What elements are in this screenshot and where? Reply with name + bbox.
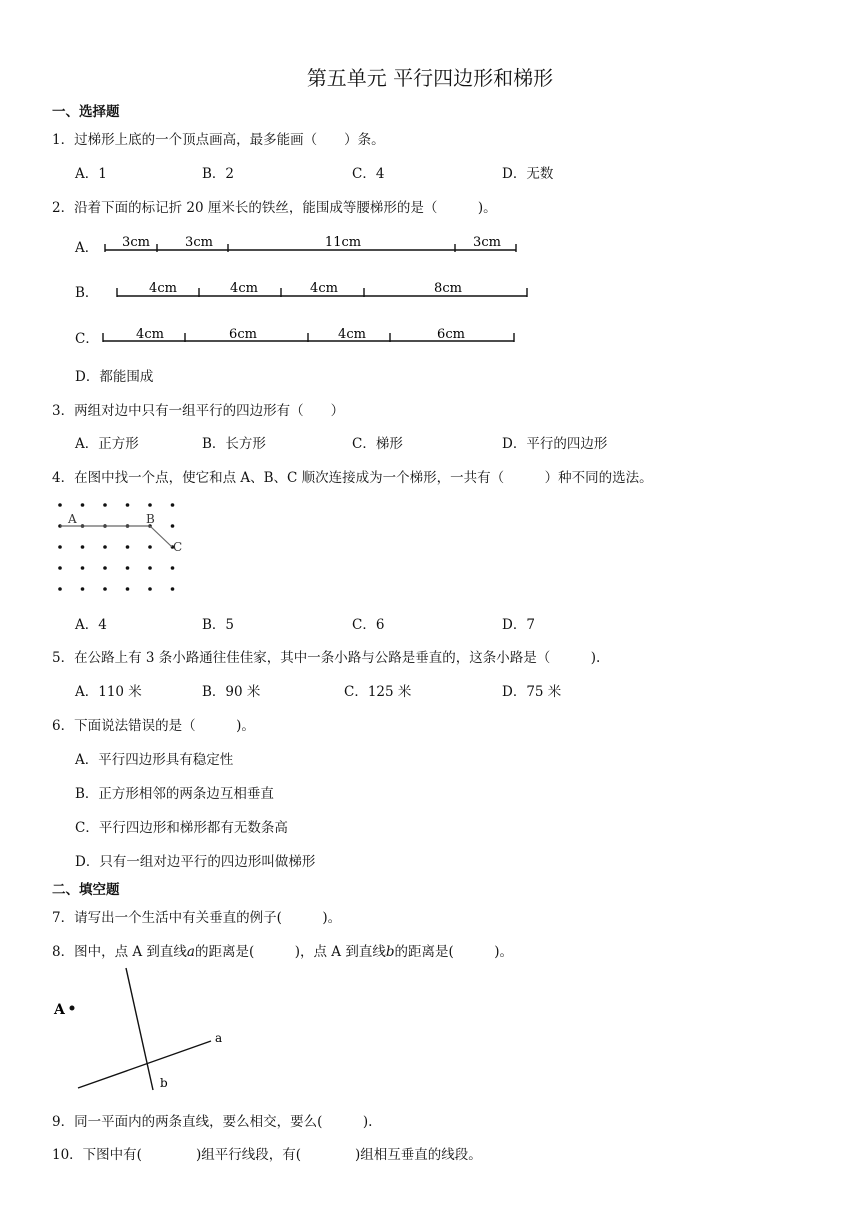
q2-option-b-letter: B．	[75, 285, 99, 301]
q4-option-d: D．7	[502, 617, 535, 633]
grid-dot	[103, 566, 107, 570]
grid-dot	[58, 503, 62, 507]
grid-dot	[126, 503, 130, 507]
q2-wire-c-label-2: 6cm	[229, 327, 257, 342]
q2-wire-b-label-3: 4cm	[310, 281, 338, 296]
q3-option-c: C．梯形	[352, 436, 403, 452]
q2-wire-b-label-4: 8cm	[434, 281, 462, 296]
q5-option-c: C．125 米	[344, 684, 412, 700]
q2-wire-a	[105, 244, 516, 252]
q8-point-a-dot	[70, 1006, 75, 1011]
q8-line-a-label: a	[215, 1031, 223, 1045]
q1-option-b: B．2	[202, 166, 235, 182]
q8-text-part-3: 的距离是( )。	[394, 944, 514, 960]
q4-option-a: A．4	[75, 617, 107, 633]
q8-line-a	[78, 1041, 211, 1088]
q3-option-d: D．平行的四边形	[502, 436, 608, 452]
q2-wire-c-label-4: 6cm	[437, 327, 465, 342]
grid-dot	[171, 524, 175, 528]
q6-option-c: C．平行四边形和梯形都有无数条高	[75, 820, 288, 836]
question-9: 9．同一平面内的两条直线，要么相交，要么( ).	[52, 1114, 373, 1130]
q4-point-c-label: C	[173, 540, 183, 554]
q2-wire-c-label-3: 4cm	[338, 327, 366, 342]
q6-option-a: A．平行四边形具有稳定性	[75, 752, 234, 768]
grid-dot	[58, 545, 62, 549]
question-1: 1．过梯形上底的一个顶点画高，最多能画（ ）条。	[52, 132, 385, 148]
q2-wire-figures	[0, 0, 860, 400]
q5-option-a: A．110 米	[75, 684, 142, 700]
grid-dot	[126, 545, 130, 549]
q2-option-a-letter: A．	[75, 240, 99, 256]
q8-text-part-2: 的距离是( )，点 A 到直线	[194, 944, 386, 960]
q2-wire-a-label-1: 3cm	[122, 235, 150, 250]
q8-line-b-label: b	[160, 1076, 168, 1090]
grid-dot	[81, 503, 85, 507]
grid-dot	[148, 587, 152, 591]
grid-dot	[171, 566, 175, 570]
page-title: 第五单元 平行四边形和梯形	[306, 66, 554, 90]
q1-option-a: A．1	[75, 166, 107, 182]
question-5: 5．在公路上有 3 条小路通往佳佳家，其中一条小路与公路是垂直的，这条小路是（ ).	[52, 650, 601, 666]
grid-dot	[148, 503, 152, 507]
q4-option-c: C．6	[352, 617, 385, 633]
question-7: 7．请写出一个生活中有关垂直的例子( )。	[52, 910, 342, 926]
q8-text-part-1: 8．图中，点 A 到直线	[52, 944, 187, 960]
q8-point-a-label: A	[54, 1002, 65, 1018]
q4-point-b-label: B	[146, 512, 155, 526]
q3-option-b: B．长方形	[202, 436, 266, 452]
grid-dot	[171, 503, 175, 507]
grid-dot	[148, 545, 152, 549]
q4-point-a-label: A	[68, 512, 77, 526]
q2-wire-a-label-2: 3cm	[185, 235, 213, 250]
grid-dot	[81, 545, 85, 549]
grid-dot	[126, 587, 130, 591]
q3-option-a: A．正方形	[75, 436, 139, 452]
q2-wire-a-label-3: 11cm	[324, 235, 362, 250]
question-8	[52, 940, 513, 960]
grid-dot	[81, 566, 85, 570]
grid-dot	[58, 566, 62, 570]
question-4: 4．在图中找一个点，使它和点 A、B、C 顺次连接成为一个梯形，一共有（ ）种不同的选法。	[52, 470, 653, 486]
q2-option-c-letter: C．	[75, 331, 99, 347]
section-heading-choice: 一、选择题	[52, 104, 120, 120]
q6-option-d: D．只有一组对边平行的四边形叫做梯形	[75, 854, 316, 870]
q8-line-b	[126, 968, 153, 1090]
q8-variable-b: b	[385, 944, 395, 960]
section-heading-fill: 二、填空题	[52, 882, 120, 898]
grid-dot	[103, 587, 107, 591]
question-10: 10．下图中有( )组平行线段，有( )组相互垂直的线段。	[52, 1147, 482, 1163]
q2-wire-b-label-2: 4cm	[230, 281, 258, 296]
grid-dot	[148, 566, 152, 570]
q1-option-c: C．4	[352, 166, 385, 182]
q2-wire-b-label-1: 4cm	[149, 281, 177, 296]
q5-option-d: D．75 米	[502, 684, 562, 700]
question-6: 6．下面说法错误的是（ )。	[52, 718, 255, 734]
question-2: 2．沿着下面的标记折 20 厘米长的铁丝，能围成等腰梯形的是（ )。	[52, 200, 497, 216]
question-3: 3．两组对边中只有一组平行的四边形有（ ）	[52, 403, 345, 419]
q1-option-d: D．无数	[502, 166, 554, 182]
grid-dot	[103, 503, 107, 507]
grid-dot	[171, 587, 175, 591]
grid-dot	[81, 587, 85, 591]
q8-variable-a: a	[186, 944, 195, 960]
q2-wire-c-label-1: 4cm	[136, 327, 164, 342]
grid-dot	[58, 587, 62, 591]
q2-option-d: D．都能围成	[75, 369, 154, 385]
grid-dot	[103, 545, 107, 549]
q5-option-b: B．90 米	[202, 684, 261, 700]
q6-option-b: B．正方形相邻的两条边互相垂直	[75, 786, 274, 802]
q8-lines-figure	[50, 962, 250, 1097]
q4-option-b: B．5	[202, 617, 235, 633]
grid-dot	[126, 566, 130, 570]
q4-dot-grid-figure	[50, 498, 190, 598]
q2-wire-a-label-4: 3cm	[473, 235, 501, 250]
